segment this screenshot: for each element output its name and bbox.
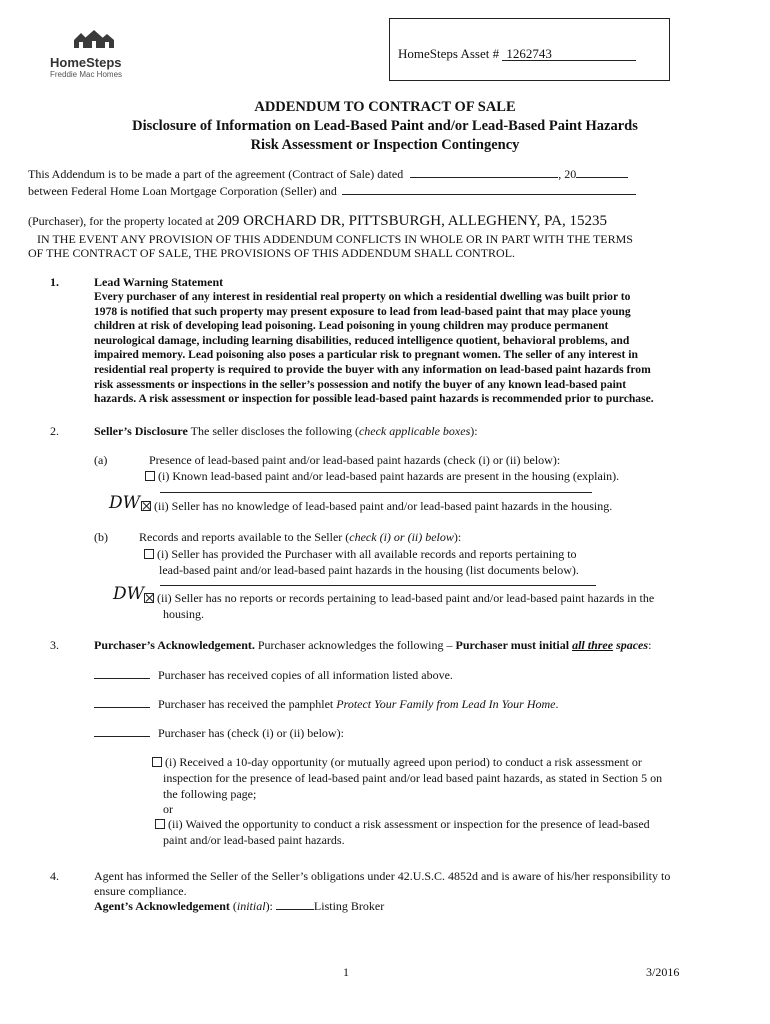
pamphlet-title: Protect Your Family from Lead In Your Home xyxy=(336,697,556,711)
intro-dated-text: This Addendum is to be made a part of the agreement (Contract of Sale) dated xyxy=(28,167,404,181)
item-b-text xyxy=(139,530,461,545)
section-2-heading: Seller’s Disclosure xyxy=(94,424,188,438)
item-b-text-main: Records and reports available to the Seller ( xyxy=(139,530,350,544)
section-3-colon: : xyxy=(648,638,652,652)
item-b-hint: check (i) or (ii) below xyxy=(349,530,454,544)
ack-item-3-text: Purchaser has (check (i) or (ii) below): xyxy=(158,726,344,740)
initial-blank-3[interactable] xyxy=(94,736,150,737)
section-4-line-1: Agent has informed the Seller of the Seller’s obligations under 42.U.S.C. 4852d and is aware of his/her responsibility to xyxy=(94,869,671,883)
checkbox-a-ii-checked[interactable] xyxy=(141,501,151,511)
agent-initial-blank[interactable] xyxy=(276,909,314,910)
section-3-intro xyxy=(94,638,651,653)
section-3-text: Purchaser acknowledges the following – xyxy=(254,638,456,652)
section-2-number: 2. xyxy=(50,424,59,438)
item-a-text: Presence of lead-based paint and/or lead-based paint hazards (check (i) or (ii) below): xyxy=(149,453,561,467)
houses-logo-icon xyxy=(70,28,130,50)
title-line-1: ADDENDUM TO CONTRACT OF SALE xyxy=(254,99,516,115)
asset-label: HomeSteps Asset # xyxy=(398,46,500,61)
seller-initials-b: DW xyxy=(113,584,145,604)
option-b-ii-text-1: (ii) Seller has no reports or records pertaining to lead-based paint and/or lead-based paint hazards in the xyxy=(157,591,655,605)
item-a-label: (a) xyxy=(94,453,108,467)
conflict-line-2: OF THE CONTRACT OF SALE, THE PROVISIONS OF THIS ADDENDUM SHALL CONTROL. xyxy=(28,246,516,260)
section-4-number: 4. xyxy=(50,869,59,883)
warning-line: Every purchaser of any interest in residential real property on which a residential dwelling was built prior to xyxy=(94,290,631,303)
option-b-i-text-1: (i) Seller has provided the Purchaser with all available records and reports pertaining to xyxy=(157,547,577,561)
section-2-hint-end: ): xyxy=(470,424,478,438)
option-b-i-text-2: lead-based paint and/or lead-based paint hazards in the housing (list documents below). xyxy=(159,563,579,577)
explain-line[interactable] xyxy=(160,492,592,493)
agent-ack-paren-close: ): xyxy=(265,899,276,913)
section-2-text: The seller discloses the following ( xyxy=(187,424,359,438)
ack-item-1 xyxy=(94,668,453,683)
checkbox-b-ii-checked[interactable] xyxy=(144,593,154,603)
warning-line: neurological damage, including learning disabilities, reduced intelligence quotient, behavioral problems, and xyxy=(94,333,630,347)
option-3-ii xyxy=(155,817,650,832)
option-b-ii-text-2: housing. xyxy=(163,607,205,621)
documents-list-line[interactable] xyxy=(160,585,596,586)
ack-item-2-text: Purchaser has received the pamphlet xyxy=(158,697,337,711)
page-number: 1 xyxy=(343,965,349,979)
option-a-ii-text: (ii) Seller has no knowledge of lead-based paint and/or lead-based paint hazards in the housing. xyxy=(154,499,613,513)
title-line-2: Disclosure of Information on Lead-Based Paint and/or Lead-Based Paint Hazards xyxy=(132,118,638,134)
checkbox-b-i[interactable] xyxy=(144,549,154,559)
option-a-i-text: (i) Known lead-based paint and/or lead-based paint hazards are present in the housing (explain). xyxy=(158,469,620,483)
option-3-i xyxy=(152,755,642,770)
option-a-i xyxy=(145,469,619,484)
agent-ack-hint: initial xyxy=(236,899,266,913)
option-3-i-text-3: the following page; xyxy=(163,787,257,801)
ack-item-3 xyxy=(94,726,344,741)
agent-ack-row xyxy=(94,899,384,914)
intro-line-2 xyxy=(28,184,636,199)
purchaser-property-text: (Purchaser), for the property located at xyxy=(28,214,214,228)
ack-item-2-end: . xyxy=(555,697,559,711)
warning-line: children at risk of developing lead poisoning. Lead poisoning in young children may produce permanent xyxy=(94,319,609,333)
item-b-label: (b) xyxy=(94,530,108,544)
section-4-line-2: ensure compliance. xyxy=(94,884,187,898)
initial-blank-2[interactable] xyxy=(94,707,150,708)
warning-line: impaired memory. Lead poisoning also poses a particular risk to pregnant women. The seller of any interest in xyxy=(94,348,638,362)
revision-date: 3/2016 xyxy=(646,965,680,979)
option-b-i xyxy=(144,547,577,562)
checkbox-a-i[interactable] xyxy=(145,471,155,481)
seller-initials: DW xyxy=(109,493,141,513)
section-3-number: 3. xyxy=(50,638,59,652)
section-2-hint: check applicable boxes xyxy=(358,424,471,438)
warning-line: 1978 is notified that such property may present exposure to lead from lead-based paint that may place young xyxy=(94,304,631,318)
homesteps-logo xyxy=(46,28,146,79)
section-3-all-three: all three xyxy=(572,638,614,652)
year-prefix: , 20 xyxy=(558,167,577,181)
initial-blank-1[interactable] xyxy=(94,678,150,679)
asset-number-field[interactable]: 1262743 xyxy=(502,47,636,61)
lead-warning-statement xyxy=(94,290,754,407)
section-1-heading: Lead Warning Statement xyxy=(94,275,224,289)
asset-number-row xyxy=(398,46,636,62)
intro-line-1 xyxy=(28,167,628,182)
option-3-i-text-2: inspection for the presence of lead-based paint and/or lead based paint hazards, as stated in Section 5 on xyxy=(163,771,663,785)
option-3-ii-text-2: paint and/or lead-based paint hazards. xyxy=(163,833,345,847)
section-3-spaces: spaces xyxy=(613,638,649,652)
section-1-number: 1. xyxy=(50,275,59,289)
checkbox-3-i[interactable] xyxy=(152,757,162,767)
property-address: 209 ORCHARD DR, PITTSBURGH, ALLEGHENY, PA, 15235 xyxy=(216,213,607,229)
logo-tagline: Freddie Mac Homes xyxy=(50,70,123,79)
or-text: or xyxy=(163,802,173,816)
contract-date-field[interactable] xyxy=(410,177,558,178)
purchaser-name-field[interactable] xyxy=(342,194,636,195)
title-line-3: Risk Assessment or Inspection Contingency xyxy=(250,137,520,153)
intro-purchaser-text: between Federal Home Loan Mortgage Corporation (Seller) and xyxy=(28,184,337,198)
item-b-hint-end: ): xyxy=(453,530,462,544)
option-3-ii-text-1: (ii) Waived the opportunity to conduct a risk assessment or inspection for the presence of lead-based xyxy=(168,817,650,831)
agent-ack-label: Agent’s Acknowledgement xyxy=(94,899,230,913)
checkbox-3-ii[interactable] xyxy=(155,819,165,829)
warning-line: residential real property is required to provide the buyer with any information on lead-based paint hazards from xyxy=(94,362,651,376)
warning-line: hazards. A risk assessment or inspection for possible lead-based paint hazards is recommended prior to purchase. xyxy=(94,392,654,406)
logo-brand: HomeSteps xyxy=(50,55,122,70)
option-a-ii xyxy=(141,499,612,514)
option-3-i-text-1: (i) Received a 10-day opportunity (or mutually agreed upon period) to conduct a risk assessment or xyxy=(165,755,642,769)
warning-line: risk assessments or inspections in the seller’s possession and notify the buyer of any known lead-based paint xyxy=(94,377,627,391)
option-b-ii xyxy=(144,591,654,606)
agent-ack-paren-open: ( xyxy=(229,899,237,913)
section-2-intro xyxy=(94,424,478,439)
section-3-heading: Purchaser’s Acknowledgement. xyxy=(94,638,255,652)
ack-item-2 xyxy=(94,697,559,712)
ack-item-1-text: Purchaser has received copies of all information listed above. xyxy=(158,668,453,682)
listing-broker-label: Listing Broker xyxy=(313,899,385,913)
conflict-line-1: IN THE EVENT ANY PROVISION OF THIS ADDENDUM CONFLICTS IN WHOLE OR IN PART WITH THE TERMS xyxy=(37,232,633,246)
intro-address-line xyxy=(28,213,607,230)
contract-year-field[interactable] xyxy=(576,177,628,178)
section-3-must: Purchaser must initial xyxy=(455,638,573,652)
